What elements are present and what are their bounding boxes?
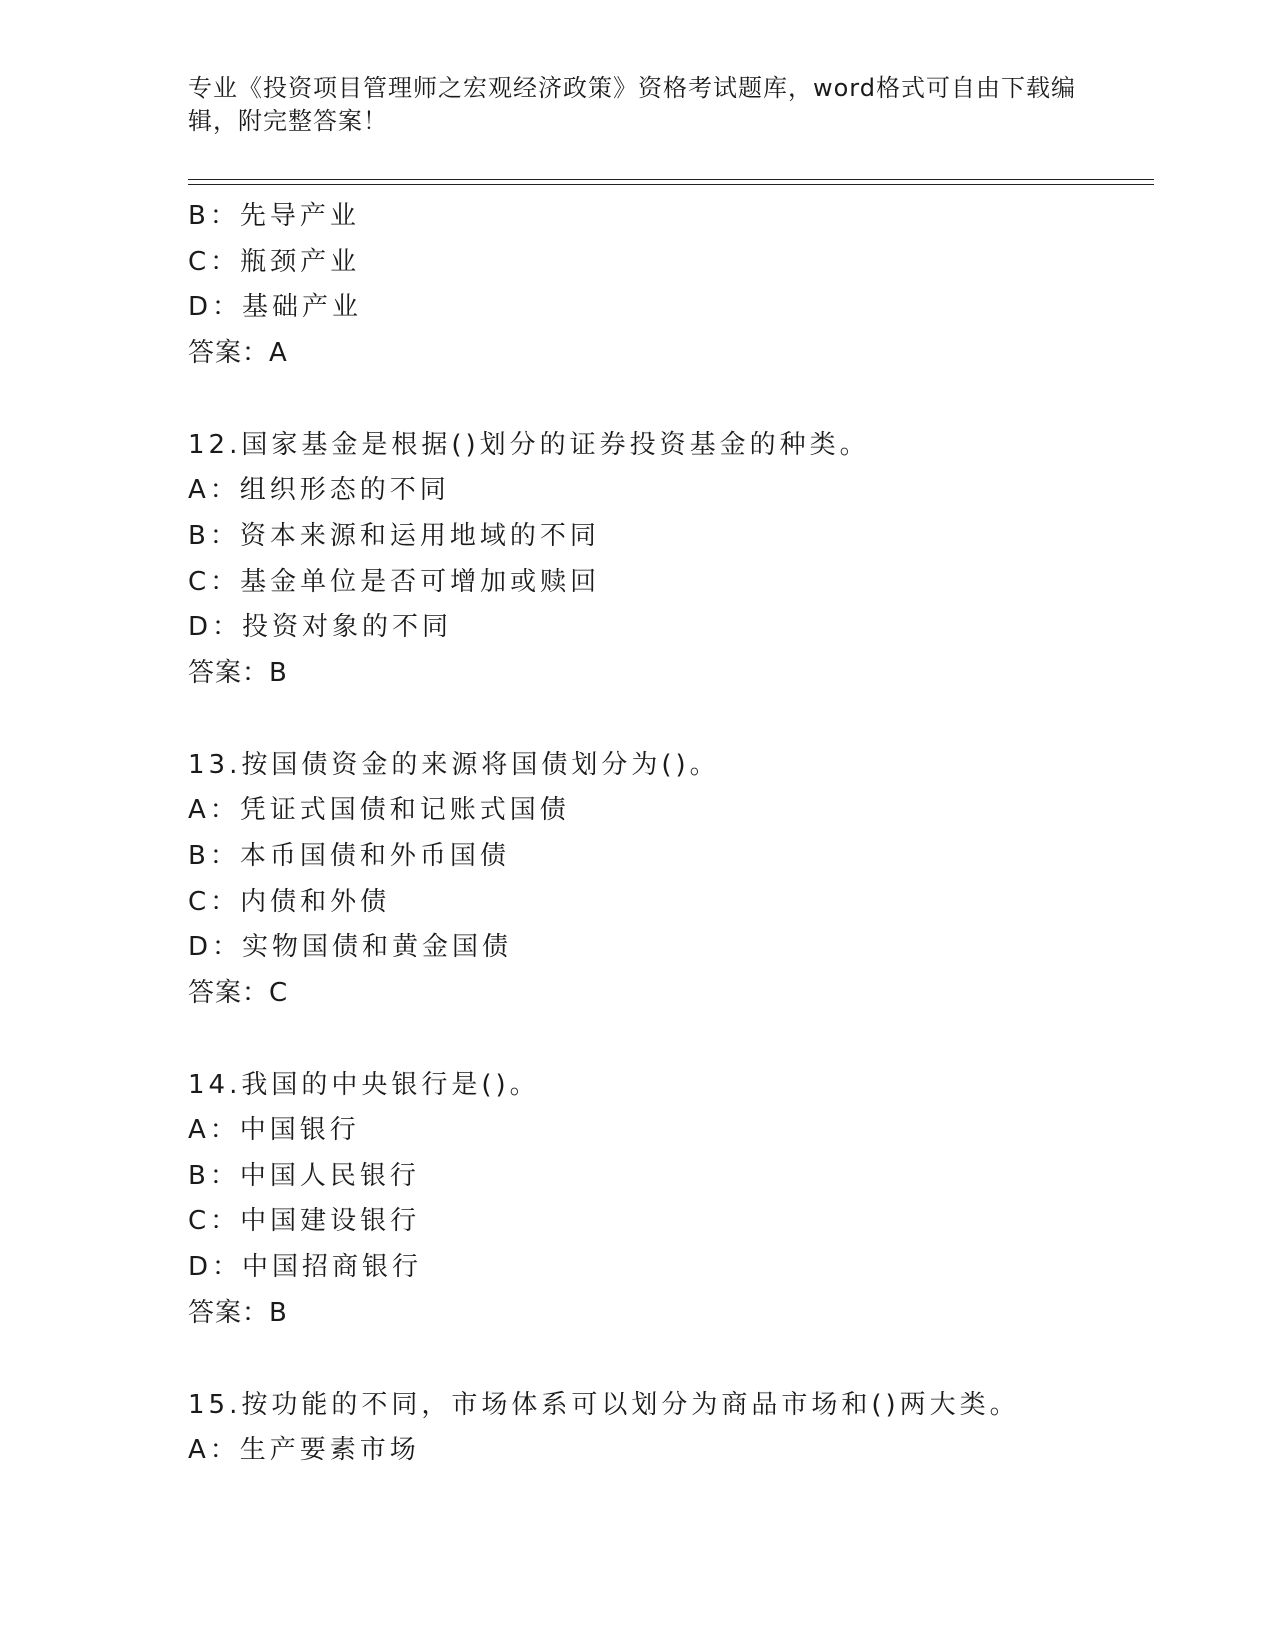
question-11-continued [188,194,1148,376]
option-d: D：基础产业 [188,292,363,323]
option-a: A：组织形态的不同 [188,475,450,506]
document-header [188,72,1088,138]
question-spacer [188,1336,1148,1382]
option-c: C：瓶颈产业 [188,246,361,277]
answer: 答案：B [188,657,288,688]
question-spacer [188,696,1148,742]
option-d: D：投资对象的不同 [188,612,453,643]
option-d: D：实物国债和黄金国债 [188,932,513,963]
option-c: C：中国建设银行 [188,1206,421,1237]
header-divider-bottom [188,184,1154,185]
header-line-1: 专业《投资项目管理师之宏观经济政策》资格考试题库，word格式可自由下载编 [188,74,1076,102]
question-stem: 14.我国的中央银行是()。 [188,1069,540,1100]
question-stem: 12.国家基金是根据()划分的证券投资基金的种类。 [188,429,870,460]
option-b: B：资本来源和运用地域的不同 [188,520,600,551]
question-13 [188,743,1148,1017]
question-list [188,194,1148,1474]
option-c: C：内债和外债 [188,886,391,917]
option-b: B：本币国债和外币国债 [188,840,510,871]
question-spacer [188,1016,1148,1062]
option-b: B：中国人民银行 [188,1160,420,1191]
option-a: A：凭证式国债和记账式国债 [188,795,570,826]
question-14 [188,1063,1148,1337]
header-line-2: 辑，附完整答案！ [188,107,388,135]
option-b: B：先导产业 [188,201,360,231]
question-15 [188,1383,1148,1474]
option-a: A：生产要素市场 [188,1435,420,1466]
option-d: D：中国招商银行 [188,1252,423,1283]
option-c: C：基金单位是否可增加或赎回 [188,566,601,597]
option-a: A：中国银行 [188,1115,360,1146]
question-spacer [188,376,1148,422]
question-12 [188,423,1148,697]
header-divider-top [188,179,1154,180]
answer: 答案：B [188,1297,288,1328]
answer: 答案：C [188,977,289,1008]
question-stem: 13.按国债资金的来源将国债划分为()。 [188,749,720,780]
answer: 答案：A [188,337,288,368]
question-stem: 15.按功能的不同，市场体系可以划分为商品市场和()两大类。 [188,1389,1020,1420]
